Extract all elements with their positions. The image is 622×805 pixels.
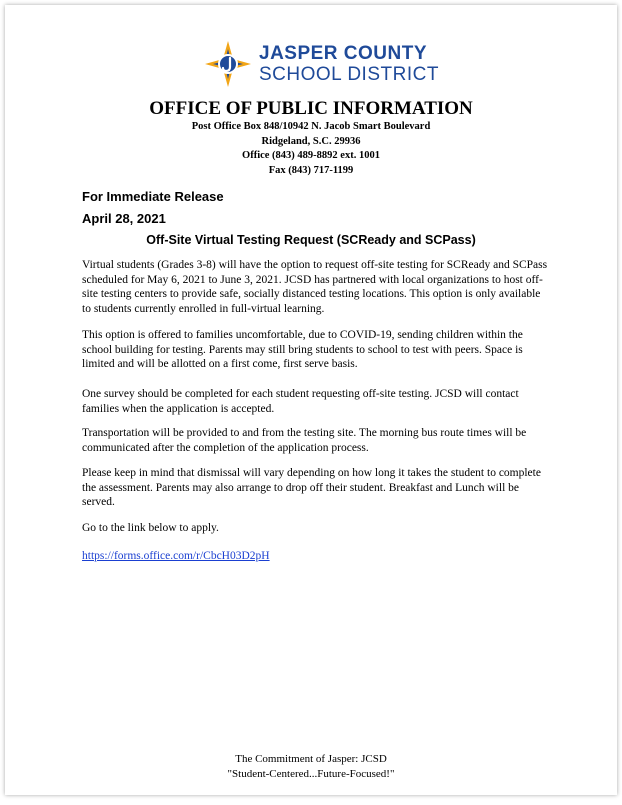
body-paragraph: Virtual students (Grades 3-8) will have the option to request off-site testing for SCReady and SCPass scheduled for May 6, 2021 to June 3, 2021. JCSD has partnered with local organizations to host off-site testing centers to provide safe, socially distanced testing locations. This option is only available to students currently enrolled in full-virtual learning. xyxy=(82,259,548,315)
body-paragraph: Go to the link below to apply. xyxy=(82,522,219,534)
logo-line-district-name: JASPER COUNTY xyxy=(259,43,428,64)
body-paragraph: Please keep in mind that dismissal will vary depending on how long it takes the student to complete the assessment. Parents may also arrange to drop off their student. Breakfast and Lunch will be served. xyxy=(82,467,541,508)
release-label: For Immediate Release xyxy=(82,189,224,204)
press-release-page xyxy=(5,5,617,795)
address-block xyxy=(5,120,617,178)
address-line: Ridgeland, S.C. 29936 xyxy=(261,135,361,147)
release-headline: Off-Site Virtual Testing Request (SCReady and SCPass) xyxy=(146,233,476,247)
body-paragraph: This option is offered to families uncomfortable, due to COVID-19, sending children within the school building for testing. Parents may still bring students to school to test with peers. Space is limited and will be allotted on a first come, first serve basis. xyxy=(82,329,523,370)
district-logo xyxy=(205,41,439,87)
footer-slogan: "Student-Centered...Future-Focused!" xyxy=(227,767,395,780)
jcsd-logo-icon xyxy=(205,41,251,87)
body-paragraph: Transportation will be provided to and from the testing site. The morning bus route times will be communicated after the completion of the application process. xyxy=(82,427,527,454)
address-line: Post Office Box 848/10942 N. Jacob Smart Boulevard xyxy=(191,121,431,132)
footer xyxy=(5,752,617,781)
application-form-link[interactable]: https://forms.office.com/r/CbcH03D2pH xyxy=(82,550,270,562)
release-date: April 28, 2021 xyxy=(82,211,166,226)
body-paragraph: One survey should be completed for each student requesting off-site testing. JCSD will contact families when the application is accepted. xyxy=(82,388,519,415)
logo-line-school-district: SCHOOL DISTRICT xyxy=(259,64,439,85)
address-line: Office (843) 489-8892 ext. 1001 xyxy=(242,150,380,161)
logo-text xyxy=(259,44,439,84)
office-title: OFFICE OF PUBLIC INFORMATION xyxy=(149,98,473,119)
address-line: Fax (843) 717-1199 xyxy=(268,164,354,176)
footer-line: The Commitment of Jasper: JCSD xyxy=(235,753,387,765)
